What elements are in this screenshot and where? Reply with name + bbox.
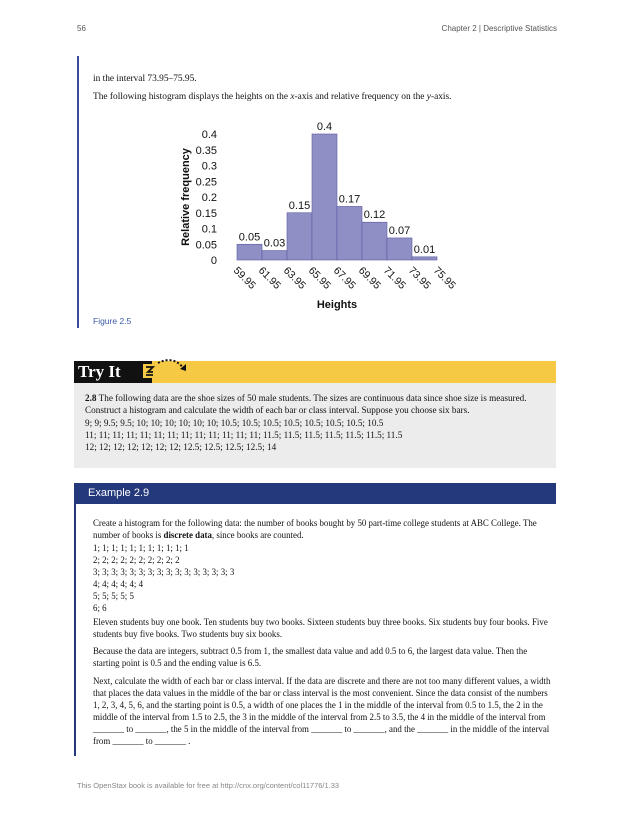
y-axis-label: Relative frequency [180, 148, 192, 246]
x-tick-label: 63.95 [280, 264, 308, 292]
example-p1-a: Create a histogram for the following data: the number of books bought by 50 part-time college students at ABC College. The number of books is [93, 518, 537, 540]
histogram-bar [362, 222, 387, 260]
bar-value-label: 0.4 [316, 121, 333, 133]
x-axis-label: Heights [316, 299, 358, 311]
x-tick-label: 69.95 [355, 264, 383, 292]
intro-y: y [426, 92, 431, 102]
shoe-data-line: 12; 12; 12; 12; 12; 12; 12; 12.5; 12.5; 12.5; 12.5; 14 [85, 442, 277, 453]
y-tick-label: 0 [210, 255, 217, 267]
bar-value-label: 0.03 [263, 237, 286, 250]
bar-value-label: 0.15 [288, 199, 311, 212]
histogram-bar [237, 244, 262, 260]
histogram-bar [312, 134, 337, 260]
try-it-label: Try It [74, 361, 152, 383]
books-data-line: 5; 5; 5; 5; 5 [93, 590, 134, 601]
x-tick-label: 73.95 [405, 264, 433, 292]
books-data-line: 4; 4; 4; 4; 4; 4 [93, 578, 144, 589]
bar-value-label: 0.07 [388, 224, 411, 237]
try-it-arrow-icon [140, 357, 192, 385]
histogram-bar [387, 238, 412, 260]
y-tick-label: 0.25 [195, 176, 217, 189]
intro-line-2 [93, 91, 555, 104]
books-data-line: 6; 6 [93, 602, 107, 613]
histogram-bar [262, 251, 287, 260]
bar-value-label: 0.12 [363, 209, 386, 222]
histogram-bar [287, 213, 312, 260]
intro-x: x [290, 92, 295, 102]
y-tick-label: 0.4 [201, 129, 217, 141]
x-tick-label: 71.95 [380, 264, 408, 292]
x-tick-label: 75.95 [430, 264, 458, 292]
books-data-line: 2; 2; 2; 2; 2; 2; 2; 2; 2; 2 [93, 554, 180, 565]
example-paragraph-2: Eleven students buy one book. Ten students buy two books. Sixteen students buy three books. Six students buy four books. Five students buy five books. Two students buy six books. [93, 617, 548, 639]
intro-text-c: -axis. [430, 92, 452, 102]
section-rule [77, 56, 79, 328]
shoe-data-line: 9; 9; 9.5; 9.5; 10; 10; 10; 10; 10; 10; 10.5; 10.5; 10.5; 10.5; 10.5; 10.5; 10.5; 10.5 [85, 417, 384, 428]
example-p1-bold: discrete data [163, 529, 212, 540]
example-paragraph-1 [93, 518, 555, 542]
y-tick-label: 0.15 [195, 207, 217, 220]
example-paragraph-4: Next, calculate the width of each bar or class interval. If the data are discrete and there are not too many different values, a width that places the data values in the middle of the bar or class interval is the most convenient. Since the data consist of the numbers 1, 2, 3, 4, 5, 6, and the starting point is 0.5, a width of one places the 1 in the middle of the interval from 0.5 to 1.5, the 2 in the middle of the interval from 1.5 to 2.5, the 3 in the middle of the interval from 2.5 to 3.5, the 4 in the middle of the interval from _______ to _______, the 5 in the middle of the interval from _______ to _______, and the _______ in the middle of the interval from _______ to _______ . [93, 676, 551, 746]
figure-caption: Figure 2.5 [93, 316, 132, 326]
example-title: Example 2.9 [74, 483, 556, 504]
histogram-bar [337, 206, 362, 260]
histogram-chart [175, 118, 465, 313]
intro-line-1: in the interval 73.95–75.95. [93, 74, 197, 84]
try-it-content [85, 392, 545, 453]
shoe-data-line: 11; 11; 11; 11; 11; 11; 11; 11; 11; 11; 11; 11; 11; 11.5; 11.5; 11.5; 11.5; 11.5; 11.5; 11.5 [85, 429, 403, 440]
page-number: 56 [77, 24, 86, 33]
bar-value-label: 0.05 [238, 231, 261, 244]
intro-text-b: -axis and relative frequency on the [294, 92, 427, 102]
y-tick-label: 0.2 [201, 192, 217, 204]
bar-value-label: 0.17 [338, 193, 361, 206]
y-tick-label: 0.05 [195, 239, 217, 252]
x-tick-label: 59.95 [230, 264, 258, 292]
try-it-number: 2.8 [85, 393, 97, 403]
bar-value-label: 0.01 [413, 243, 436, 256]
example-rule [74, 504, 76, 756]
y-tick-label: 0.3 [201, 160, 217, 173]
x-tick-label: 67.95 [330, 264, 358, 292]
books-data [93, 543, 555, 614]
books-data-line: 3; 3; 3; 3; 3; 3; 3; 3; 3; 3; 3; 3; 3; 3; 3; 3 [93, 566, 235, 577]
y-tick-label: 0.1 [201, 223, 217, 236]
example-p1-b: , since books are counted. [211, 529, 304, 540]
chapter-title: Chapter 2 | Descriptive Statistics [441, 24, 557, 33]
intro-text-a: The following histogram displays the heights on the [93, 92, 291, 102]
x-tick-label: 61.95 [255, 264, 283, 292]
example-paragraph-3: Because the data are integers, subtract 0.5 from 1, the smallest data value and add 0.5 to 6, the largest data value. Then the starting point is 0.5 and the ending value is 6.5. [93, 646, 528, 668]
books-data-line: 1; 1; 1; 1; 1; 1; 1; 1; 1; 1; 1 [93, 543, 189, 553]
try-it-body: The following data are the shoe sizes of 50 male students. The sizes are continuous data since shoe size is measured. Construct a histogram and calculate the width of each bar or class interval. Suppose you choose six bars. [85, 393, 527, 416]
footer-note: This OpenStax book is available for free at http://cnx.org/content/col11776/1.33 [77, 781, 340, 790]
x-tick-label: 65.95 [305, 264, 333, 292]
y-tick-label: 0.35 [195, 144, 217, 157]
histogram-bar [412, 257, 437, 260]
